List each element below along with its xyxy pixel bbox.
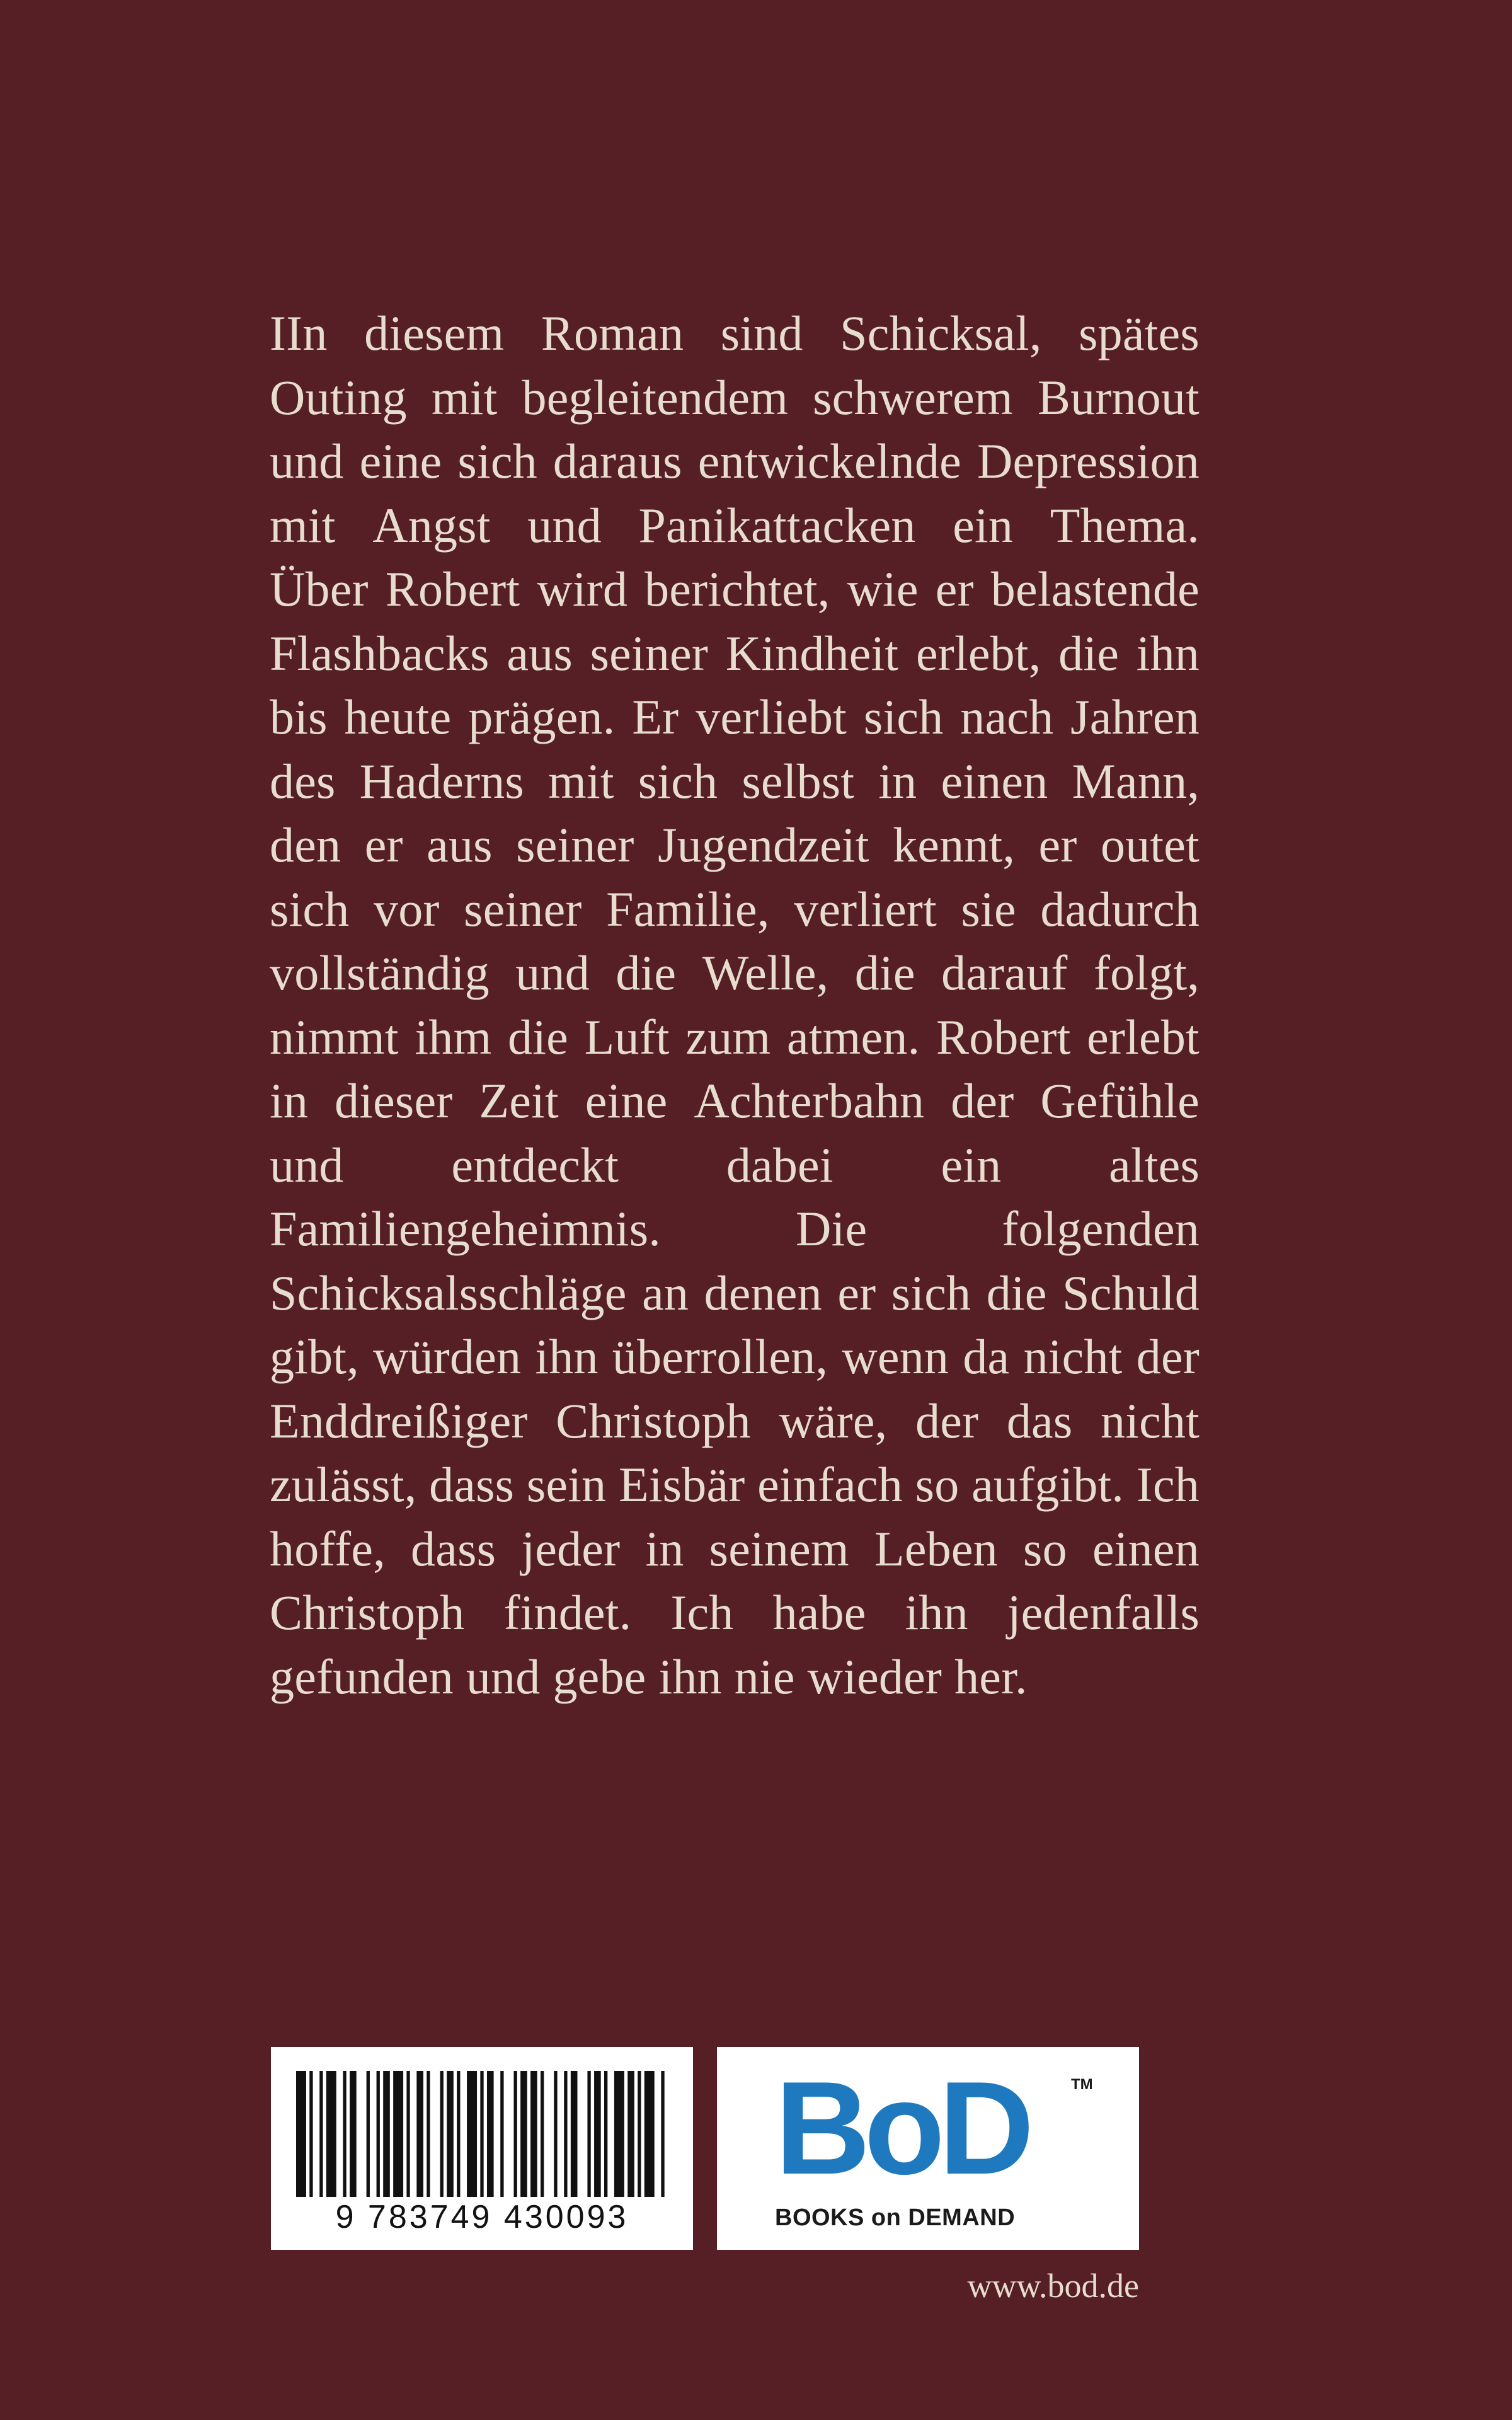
- back-cover-blurb: [270, 301, 1200, 1708]
- barcode-bar: [594, 2071, 601, 2197]
- barcode-bar: [627, 2071, 634, 2197]
- barcode-bar: [587, 2071, 590, 2197]
- blurb-line: und eine sich daraus entwickelnde Depression: [270, 434, 1200, 488]
- barcode-bar: [447, 2071, 454, 2197]
- barcode-bar: [571, 2071, 578, 2197]
- barcode-bar: [500, 2071, 503, 2197]
- barcode-bar: [520, 2071, 527, 2197]
- barcode-bar: [604, 2071, 607, 2197]
- isbn-barcode: [271, 2047, 693, 2250]
- blurb-line: hoffe, dass jeder in seinem Leben so einen: [270, 1521, 1200, 1576]
- barcode-bar: [541, 2071, 544, 2197]
- barcode-icon: [296, 2071, 668, 2197]
- blurb-line: sich vor seiner Familie, verliert sie dadurch: [270, 881, 1200, 936]
- barcode-bar: [638, 2071, 641, 2197]
- trademark-symbol: TM: [1071, 2076, 1093, 2093]
- blurb-line: Flashbacks aus seiner Kindheit erlebt, die ihn: [270, 625, 1200, 681]
- barcode-bar: [614, 2071, 624, 2197]
- blurb-line: Enddreißiger Christoph wäre, der das nicht: [270, 1393, 1200, 1448]
- barcode-bar: [661, 2071, 664, 2197]
- blurb-line: mit Angst und Panikattacken ein Thema.: [270, 497, 1200, 553]
- barcode-bar: [440, 2071, 444, 2197]
- blurb-line: vollständig und die Welle, die darauf folgt,: [270, 945, 1200, 1000]
- barcode-bar: [326, 2071, 336, 2197]
- barcode-bar: [480, 2071, 483, 2197]
- barcode-bar: [309, 2071, 312, 2197]
- blurb-line: gibt, würden ihn überrollen, wenn da nicht der: [270, 1329, 1200, 1384]
- blurb-line: in dieser Zeit eine Achterbahn der Gefühle: [270, 1073, 1200, 1128]
- blurb-line: Christoph findet. Ich habe ihn jedenfalls: [270, 1585, 1200, 1640]
- barcode-bar: [296, 2071, 306, 2197]
- barcode-bar: [457, 2071, 460, 2197]
- blurb-line: gefunden und gebe ihn nie wieder her.: [270, 1649, 1028, 1704]
- barcode-bar: [377, 2071, 380, 2197]
- barcode-bar: [554, 2071, 557, 2197]
- blurb-line: zulässt, dass sein Eisbär einfach so aufgibt. Ich: [270, 1457, 1200, 1512]
- barcode-bar: [416, 2071, 423, 2197]
- blurb-line: Familiengeheimnis. Die folgenden: [270, 1201, 1200, 1256]
- barcode-bar: [350, 2071, 357, 2197]
- publisher-website: www.bod.de: [967, 2267, 1139, 2305]
- barcode-bar: [319, 2071, 323, 2197]
- publisher-name: BOOKS on DEMAND: [775, 2204, 1016, 2231]
- blurb-line: IIn diesem Roman sind Schicksal, spätes: [270, 306, 1200, 360]
- blurb-line: den er aus seiner Jugendzeit kennt, er outet: [270, 817, 1200, 872]
- barcode-bar: [427, 2071, 430, 2197]
- barcode-bar: [406, 2071, 410, 2197]
- isbn-number: 9 783749 430093: [335, 2199, 629, 2235]
- publisher-logo: [717, 2047, 1139, 2250]
- barcode-bar: [530, 2071, 537, 2197]
- blurb-line: Outing mit begleitendem schwerem Burnout: [270, 369, 1200, 425]
- blurb-line: nimmt ihm die Luft zum atmen. Robert erlebt: [270, 1009, 1200, 1064]
- blurb-line: Schicksalsschläge an denen er sich die Schuld: [270, 1265, 1200, 1320]
- blurb-line: und entdeckt dabei ein altes: [270, 1137, 1200, 1192]
- barcode-bar: [467, 2071, 477, 2197]
- barcode-bar: [487, 2071, 494, 2197]
- blurb-line: Über Robert wird berichtet, wie er belastende: [270, 562, 1200, 616]
- barcode-bar: [644, 2071, 655, 2197]
- barcode-bar: [383, 2071, 390, 2197]
- barcode-bar: [514, 2071, 517, 2197]
- bod-logo-mark: BoD: [775, 2054, 1028, 2202]
- barcode-bar: [393, 2071, 403, 2197]
- blurb-line: des Haderns mit sich selbst in einen Mann,: [270, 753, 1200, 809]
- barcode-bar: [564, 2071, 567, 2197]
- blurb-line: bis heute prägen. Er verliebt sich nach Jahren: [270, 689, 1200, 744]
- barcode-bar: [367, 2071, 370, 2197]
- barcode-bar: [343, 2071, 346, 2197]
